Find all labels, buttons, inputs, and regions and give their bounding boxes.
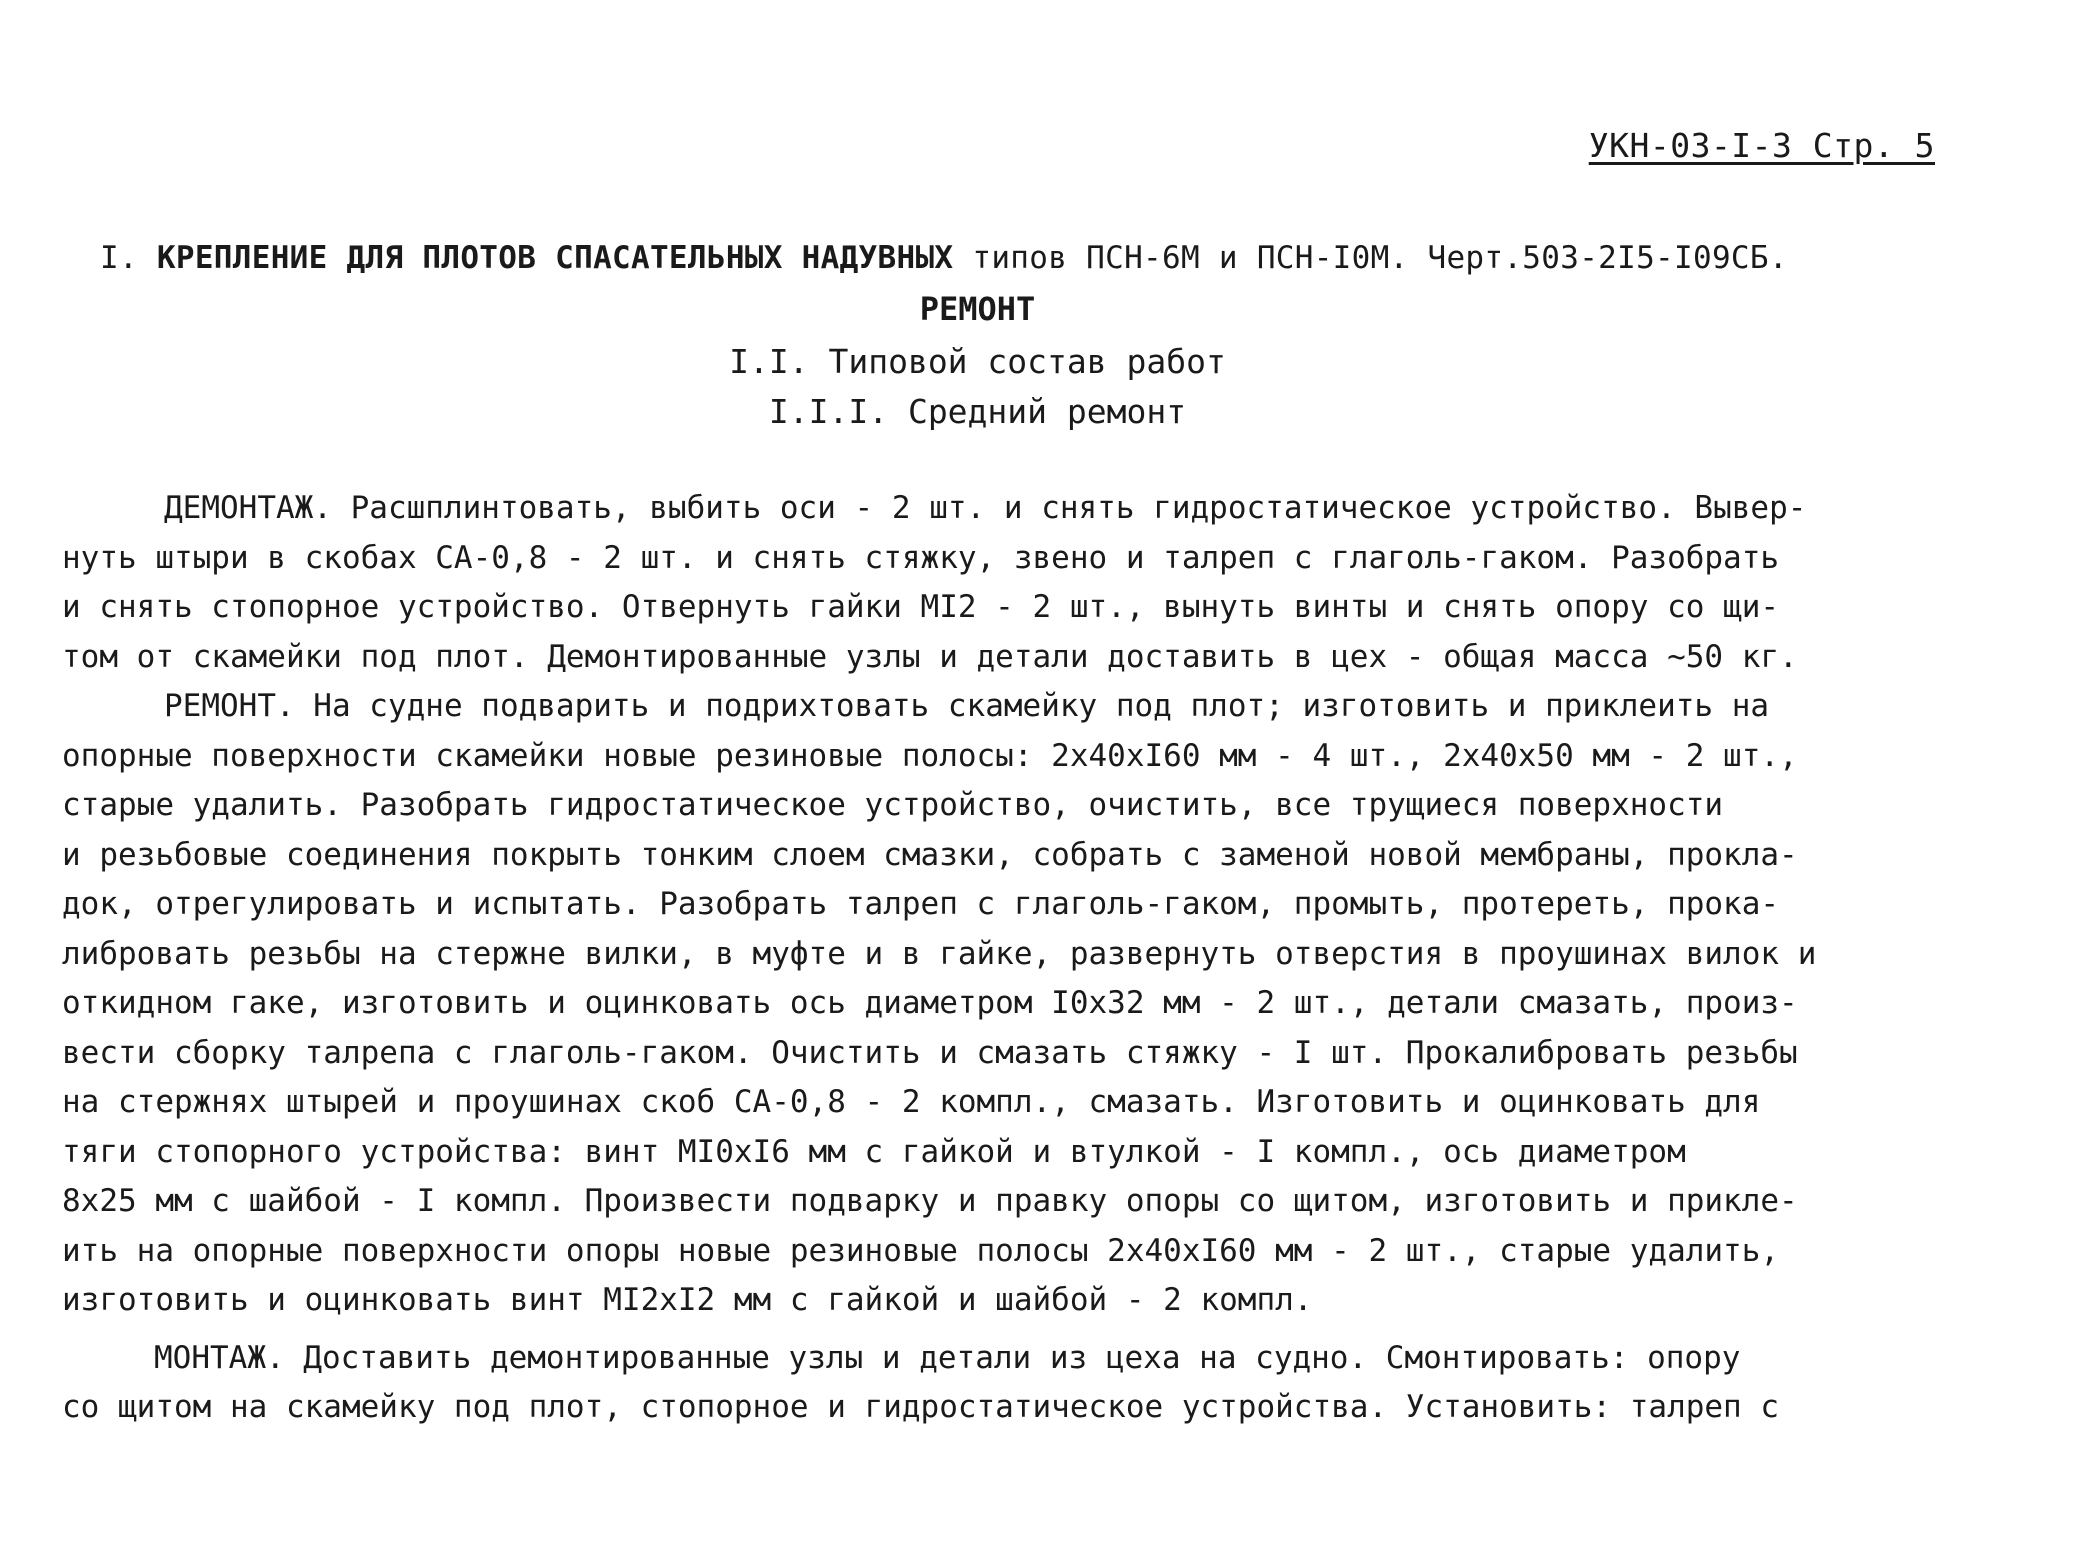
- page-reference: УКН-03-I-3 Стр. 5: [1588, 126, 1935, 165]
- body-line: изготовить и оцинковать винт МI2хI2 мм с гайкой и шайбой - 2 компл.: [62, 1282, 1313, 1318]
- body-line: на стержнях штырей и проушинах скоб СА-0,8 - 2 компл., смазать. Изготовить и оцинковать для: [62, 1084, 1761, 1120]
- body-line: откидном гаке, изготовить и оцинковать ось диаметром I0х32 мм - 2 шт., детали смазать, произ-: [62, 985, 1798, 1021]
- body-line: ДЕМОНТАЖ. Расшплинтовать, выбить оси - 2 шт. и снять гидростатическое устройство. Вывер-: [164, 490, 1807, 526]
- body-text: [62, 484, 1992, 1433]
- body-line: нуть штыри в скобах СА-0,8 - 2 шт. и снять стяжку, звено и талреп с глаголь-гаком. Разобрать: [62, 539, 1780, 576]
- section-heading: I.I. Типовой состав работ: [729, 342, 1226, 381]
- paragraph-gap: [62, 1326, 1992, 1334]
- body-line: старые удалить. Разобрать гидростатическое устройство, очистить, все трущиеся поверхности: [62, 787, 1724, 823]
- body-line: том от скамейки под плот. Демонтированные узлы и детали доставить в цех - общая масса ~50 кг.: [62, 638, 1798, 675]
- body-line: 8х25 мм с шайбой - I компл. Произвести подварку и правку опоры со щитом, изготовить и прикле-: [62, 1183, 1798, 1219]
- body-line: ить на опорные поверхности опоры новые резиновые полосы 2х40хI60 мм - 2 шт., старые удалить,: [62, 1232, 1780, 1269]
- body-line: тяги стопорного устройства: винт МI0хI6 мм с гайкой и втулкой - I компл., ось диаметром: [62, 1133, 1686, 1170]
- body-line: док, отрегулировать и испытать. Разобрать талреп с глаголь-гаком, промыть, протереть, прока-: [62, 886, 1780, 922]
- subsection-heading: I.I.I. Средний ремонт: [768, 392, 1187, 431]
- body-line: вести сборку талрепа с глаголь-гаком. Очистить и смазать стяжку - I шт. Прокалибровать резьбы: [62, 1034, 1798, 1071]
- title-normal-part: типов ПСН-6М и ПСН-I0М. Черт.503-2I5-I09СБ.: [972, 240, 1788, 276]
- body-line: МОНТАЖ. Доставить демонтированные узлы и детали из цеха на судно. Смонтировать: опору: [154, 1339, 1741, 1376]
- body-line: опорные поверхности скамейки новые резиновые полосы: 2х40хI60 мм - 4 шт., 2х40х50 мм - 2 шт.,: [62, 737, 1798, 774]
- title-number: I.: [100, 240, 138, 276]
- document-subtitle: РЕМОНТ: [919, 290, 1036, 328]
- body-line: и снять стопорное устройство. Отвернуть гайки МI2 - 2 шт., вынуть винты и снять опору со щи-: [62, 589, 1780, 625]
- body-line: РЕМОНТ. На судне подварить и подрихтовать скамейку под плот; изготовить и приклеить на: [164, 688, 1770, 724]
- body-line: либровать резьбы на стержне вилки, в муфте и в гайке, развернуть отверстия в проушинах вилок и: [62, 935, 1817, 972]
- body-line: со щитом на скамейку под плот, стопорное и гидростатическое устройства. Установить: талреп с: [62, 1389, 1780, 1425]
- document-title: [100, 240, 1980, 276]
- body-line: и резьбовые соединения покрыть тонким слоем смазки, собрать с заменой новой мембраны, прокла-: [62, 836, 1798, 873]
- title-bold-part: КРЕПЛЕНИЕ ДЛЯ ПЛОТОВ СПАСАТЕЛЬНЫХ НАДУВНЫХ: [156, 240, 954, 276]
